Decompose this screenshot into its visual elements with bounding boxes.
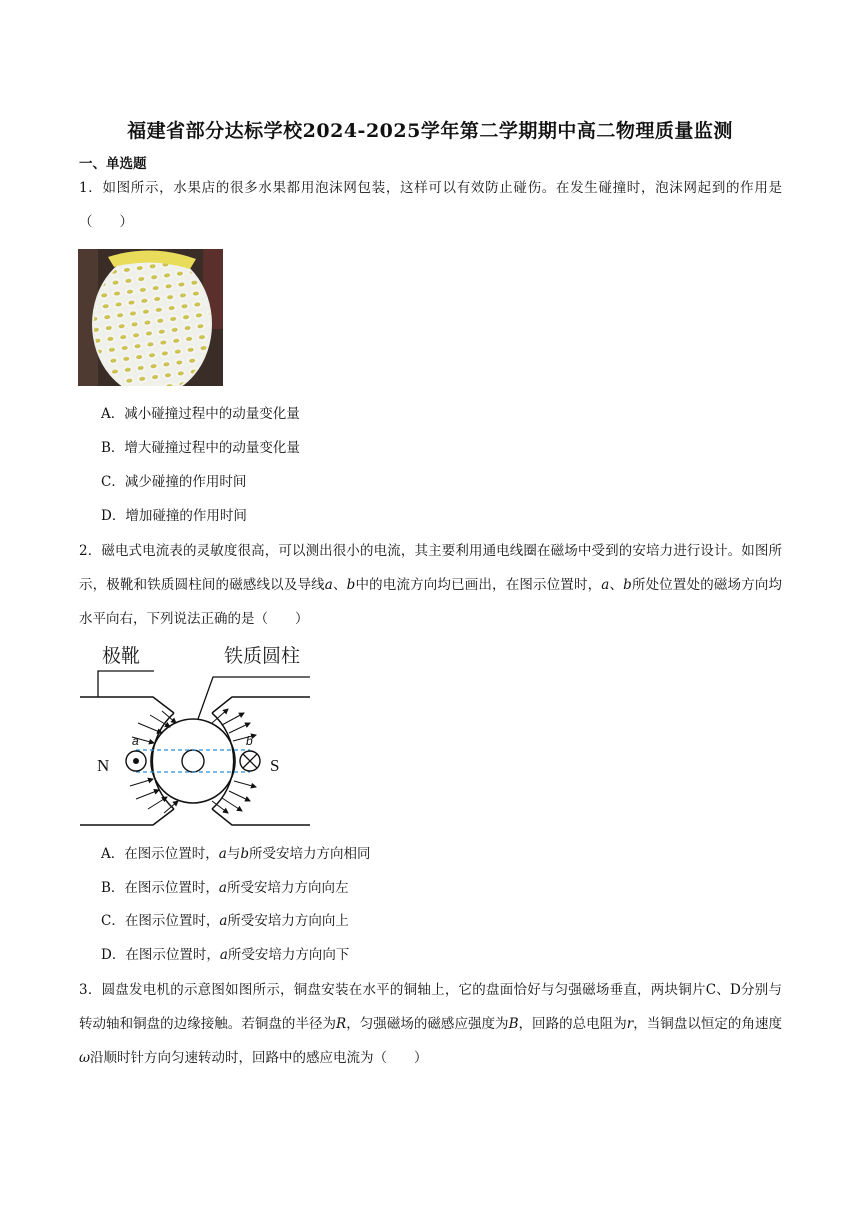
question-text-part1: 磁电式电流表的灵敏度很高，可以测出很小的电流，其主要利用通电线圈在磁场中受到的安培力进行设计。如图所示，极靴和铁质圆柱间的磁感线以及导线 [79, 543, 783, 593]
separator: 、 [609, 577, 624, 593]
question-text: 沿顺时针方向匀速转动时，回路中的感应电流为（ ） [90, 1050, 428, 1066]
var-b: b [346, 577, 356, 593]
question-number: 3． [79, 982, 102, 998]
page-title: 福建省部分达标学校2024-2025学年第二学期期中高二物理质量监测 [127, 120, 733, 142]
var-b: b [623, 577, 632, 593]
option-d [101, 945, 349, 965]
label-a: a [132, 734, 139, 748]
question-text: ，当铜盘以恒定的角速度 [633, 1016, 783, 1032]
var-a: a [218, 880, 227, 896]
option-text: C．在图示位置时， [101, 913, 220, 929]
option-text: 与 [226, 846, 241, 862]
option-text: B．在图示位置时， [101, 880, 219, 896]
var-a: a [218, 846, 227, 862]
var-omega: ω [79, 1050, 91, 1066]
var-R: R [336, 1016, 347, 1032]
option-text: A．在图示位置时， [101, 846, 219, 862]
option-b: B．增大碰撞过程中的动量变化量 [101, 440, 300, 456]
option-text: 所受安培力方向向下 [227, 947, 350, 963]
var-a: a [219, 913, 228, 929]
galvanometer-diagram [78, 641, 318, 831]
question-text-part2: 中的电流方向均已画出，在图示位置时， [355, 577, 602, 593]
question-2-stem [79, 534, 782, 636]
option-text: 所受安培力方向向左 [226, 880, 349, 896]
var-a: a [324, 577, 333, 593]
var-b: b [240, 846, 249, 862]
option-c [101, 911, 349, 931]
var-a: a [219, 947, 228, 963]
var-B: B [508, 1016, 519, 1032]
option-c: C．减少碰撞的作用时间 [101, 474, 247, 490]
label-s-pole: S [270, 756, 280, 775]
option-text: D．在图示位置时， [101, 947, 220, 963]
question-text: ，回路的总电阻为 [518, 1016, 627, 1032]
question-number: 2． [79, 543, 102, 559]
question-number: 1． [79, 180, 103, 196]
question-1-stem [79, 171, 782, 239]
option-d: D．增加碰撞的作用时间 [101, 508, 247, 524]
option-a [101, 844, 370, 864]
option-b [101, 878, 348, 898]
label-pole-shoe: 极靴 [102, 646, 141, 667]
var-a: a [601, 577, 610, 593]
question-text: 如图所示，水果店的很多水果都用泡沫网包装，这样可以有效防止碰伤。在发生碰撞时，泡沫网起到的作用是（ ） [79, 180, 782, 230]
label-iron-cylinder: 铁质圆柱 [224, 646, 301, 667]
label-n-pole: N [97, 756, 110, 775]
label-b: b [246, 734, 253, 748]
question-text: ，匀强磁场的磁感应强度为 [346, 1016, 509, 1032]
option-text: 所受安培力方向相同 [248, 846, 371, 862]
option-a: A．减小碰撞过程中的动量变化量 [101, 406, 300, 422]
separator: 、 [332, 577, 347, 593]
question-3-stem [79, 973, 782, 1075]
fruit-foam-net-photo [78, 249, 223, 386]
question-text: 圆盘发电机的示意图如图所示，铜盘安装在水平的铜轴上，它的盘面恰好与匀强磁场垂直，两块铜片C、D分别与转动轴和铜盘的边缘接触。若铜盘的半径为 [79, 982, 783, 1032]
section-heading: 一、单选题 [79, 156, 147, 172]
question-text-part3: 所处位置处的磁场方向均水平向右，下列说法正确的是（ ） [79, 577, 783, 627]
var-r: r [626, 1016, 634, 1032]
option-text: 所受安培力方向向上 [227, 913, 349, 929]
